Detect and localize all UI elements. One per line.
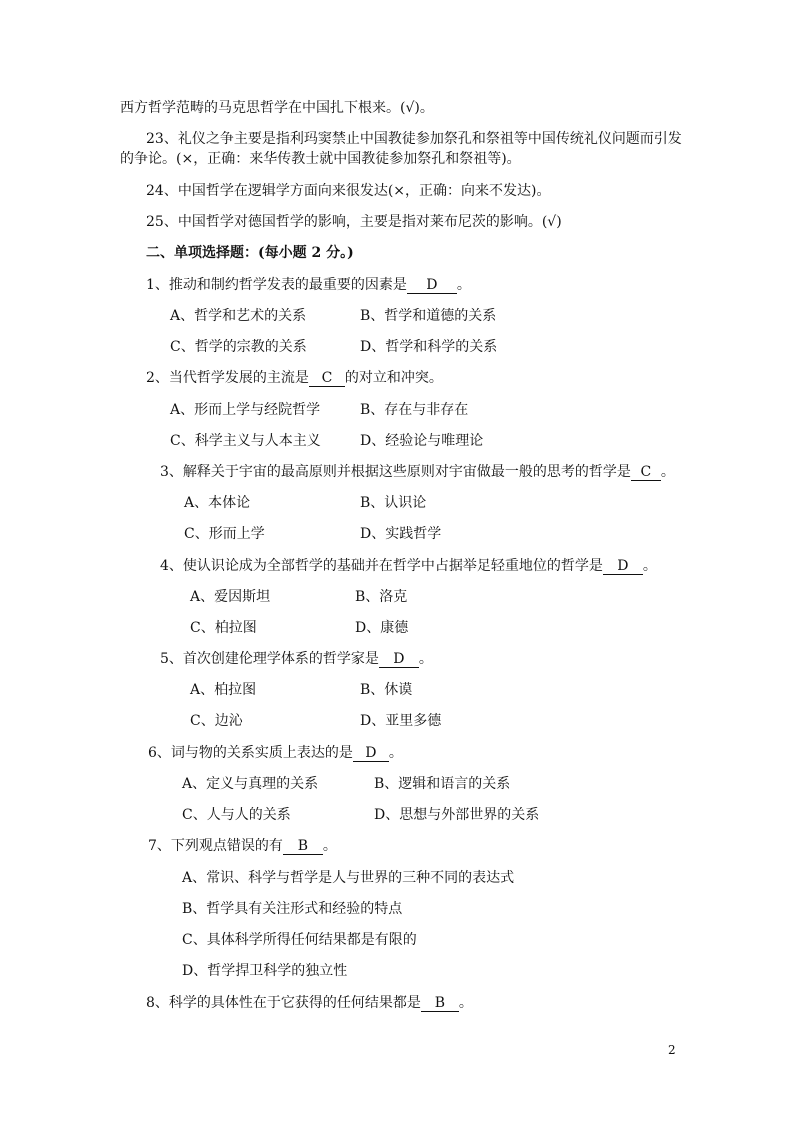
question-text: 2、当代哲学发展的主流是	[146, 370, 309, 386]
question-1	[146, 276, 471, 294]
q23-line2: 的争论。(×，正确：来华传教士就中国教徒参加祭孔和祭祖等)。	[120, 151, 521, 167]
question-text: 8、科学的具体性在于它获得的任何结果都是	[146, 995, 421, 1011]
q25: 25、中国哲学对德国哲学的影响，主要是指对莱布尼茨的影响。(√)	[146, 214, 562, 230]
q3-option-a: A、本体论	[184, 495, 251, 511]
question-suffix: 的对立和冲突。	[344, 370, 443, 386]
question-suffix: 。	[418, 651, 433, 667]
answer-blank: D	[603, 558, 643, 575]
q5-option-c: C、边沁	[190, 713, 243, 729]
answer-blank: B	[283, 838, 323, 855]
q4-option-c: C、柏拉图	[190, 620, 257, 636]
q5-option-b: B、休谟	[360, 682, 413, 698]
q22-tail: 西方哲学范畴的马克思哲学在中国扎下根来。(√)。	[120, 100, 434, 116]
q5-option-d: D、亚里多德	[360, 713, 442, 729]
q4-option-d: D、康德	[355, 620, 409, 636]
q7-option-b: B、哲学具有关注形式和经验的特点	[182, 901, 403, 917]
answer-blank: B	[421, 995, 459, 1012]
question-text: 7、下列观点错误的有	[148, 838, 283, 854]
q1-option-a: A、哲学和艺术的关系	[170, 308, 307, 324]
answer-blank: D	[353, 745, 389, 762]
question-suffix: 。	[322, 838, 337, 854]
question-suffix: 。	[458, 995, 473, 1011]
question-suffix: 。	[642, 558, 657, 574]
answer-blank: D	[407, 277, 457, 294]
question-text: 4、使认识论成为全部哲学的基础并在哲学中占据举足轻重地位的哲学是	[160, 558, 603, 574]
q6-option-c: C、人与人的关系	[182, 807, 291, 823]
answer-blank: D	[379, 651, 419, 668]
q2-option-c: C、科学主义与人本主义	[170, 433, 321, 449]
q24: 24、中国哲学在逻辑学方面向来很发达(×，正确：向来不发达)。	[146, 183, 551, 199]
question-4	[160, 557, 657, 575]
q6-option-d: D、思想与外部世界的关系	[374, 807, 540, 823]
question-text: 5、首次创建伦理学体系的哲学家是	[160, 651, 379, 667]
q4-option-a: A、爱因斯坦	[190, 589, 271, 605]
question-suffix: 。	[660, 464, 675, 480]
q1-option-d: D、哲学和科学的关系	[360, 339, 498, 355]
question-text: 6、词与物的关系实质上表达的是	[148, 745, 353, 761]
question-3	[160, 463, 675, 481]
q7-option-a: A、常识、科学与哲学是人与世界的三种不同的表达式	[182, 870, 515, 886]
q7-option-c: C、具体科学所得任何结果都是有限的	[182, 932, 417, 948]
q6-option-a: A、定义与真理的关系	[182, 776, 319, 792]
q2-option-d: D、经验论与唯理论	[360, 433, 484, 449]
answer-blank: C	[631, 464, 661, 481]
question-suffix: 。	[388, 745, 403, 761]
q1-option-b: B、哲学和道德的关系	[360, 308, 497, 324]
page-number: 2	[668, 1043, 676, 1057]
q23-line1: 23、礼仪之争主要是指利玛窦禁止中国教徒参加祭孔和祭祖等中国传统礼仪问题而引发	[146, 131, 682, 147]
question-2	[146, 369, 443, 387]
q3-option-c: C、形而上学	[184, 526, 265, 542]
question-6	[148, 744, 403, 762]
q7-option-d: D、哲学捍卫科学的独立性	[182, 963, 348, 979]
q1-option-c: C、哲学的宗教的关系	[170, 339, 307, 355]
q4-option-b: B、洛克	[355, 589, 408, 605]
question-suffix: 。	[456, 277, 471, 293]
q6-option-b: B、逻辑和语言的关系	[374, 776, 511, 792]
q3-option-d: D、实践哲学	[360, 526, 442, 542]
q3-option-b: B、认识论	[360, 495, 427, 511]
q2-option-a: A、形而上学与经院哲学	[170, 402, 321, 418]
question-7	[148, 837, 337, 855]
section-title: 二、单项选择题：(每小题 2 分。)	[146, 245, 354, 261]
question-text: 3、解释关于宇宙的最高原则并根据这些原则对宇宙做最一般的思考的哲学是	[160, 464, 631, 480]
q2-option-b: B、存在与非存在	[360, 402, 469, 418]
answer-blank: C	[309, 370, 345, 387]
question-text: 1、推动和制约哲学发表的最重要的因素是	[146, 277, 407, 293]
question-8	[146, 994, 473, 1012]
question-5	[160, 650, 433, 668]
q5-option-a: A、柏拉图	[190, 682, 257, 698]
